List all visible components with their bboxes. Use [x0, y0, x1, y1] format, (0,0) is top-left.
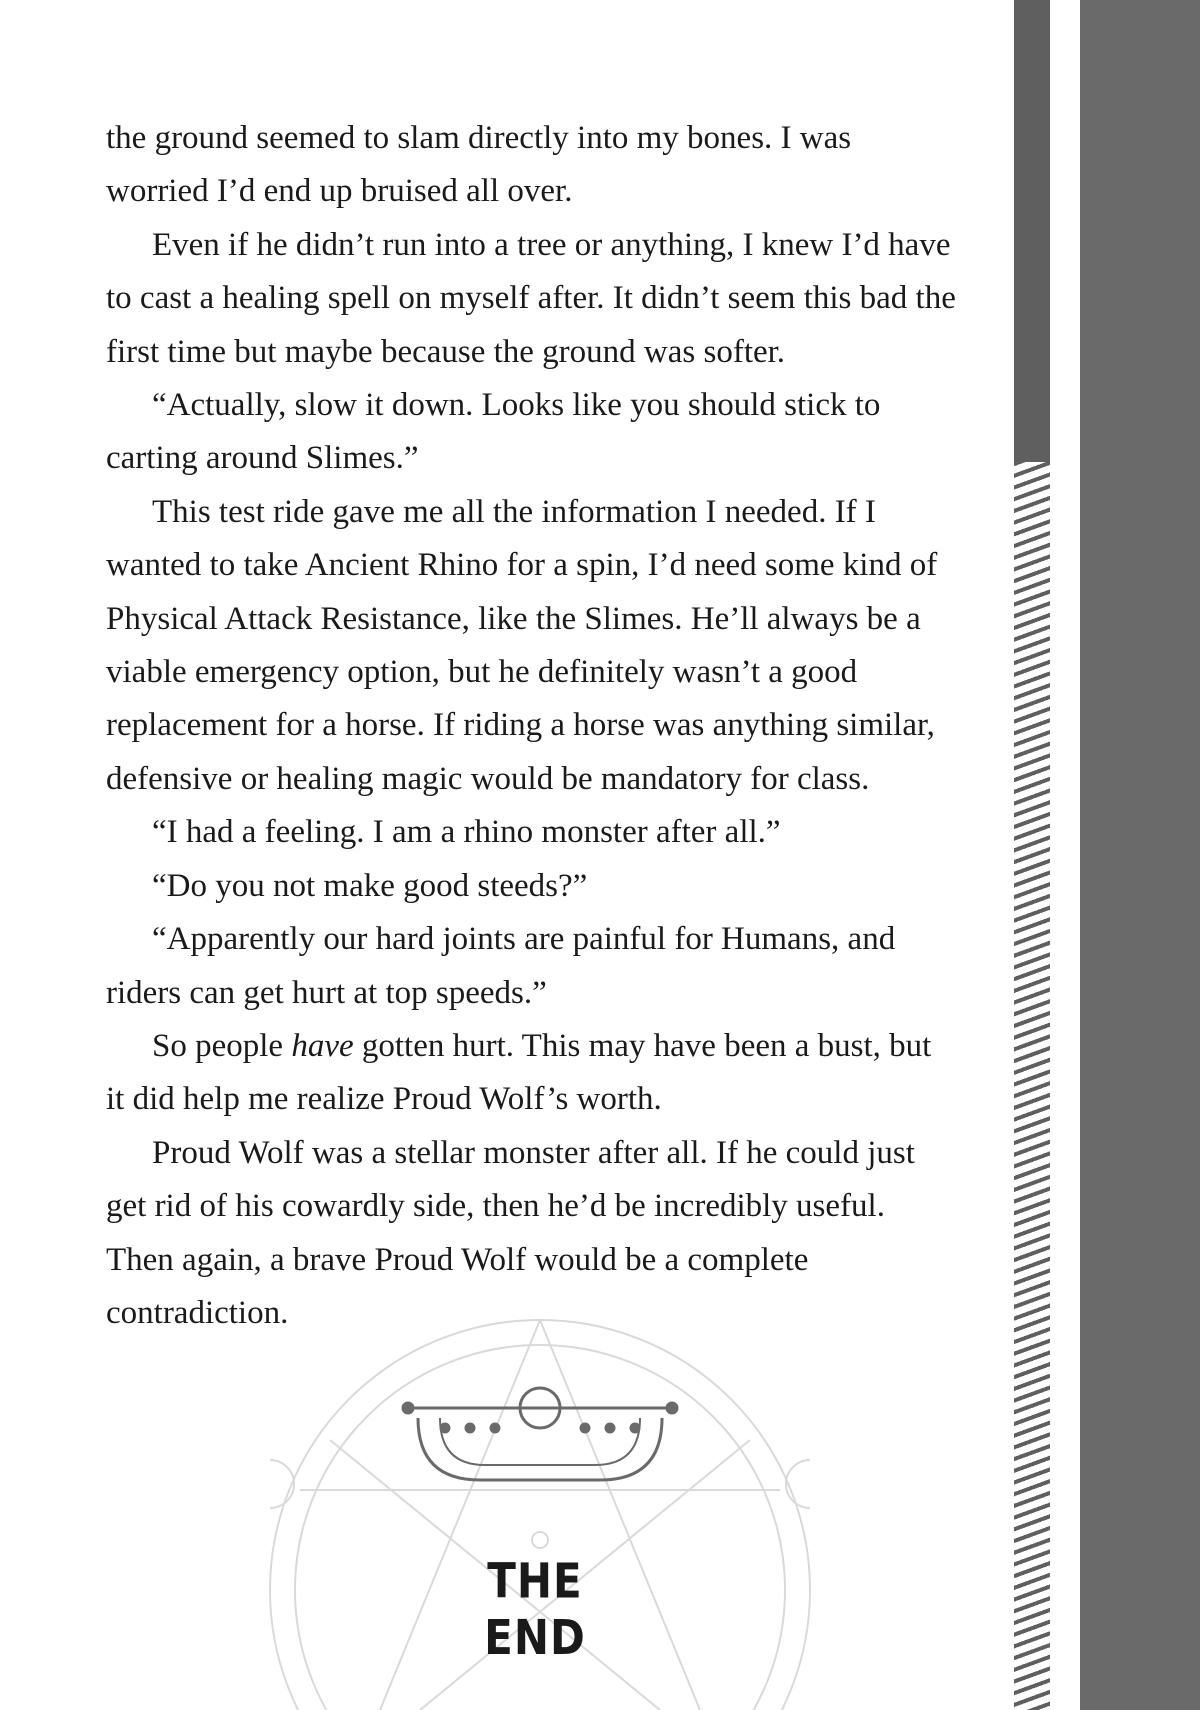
- the-end-title: THE END: [484, 1552, 586, 1666]
- paragraph: “Apparently our hard joints are painful for Humans, and riders can get hurt at top speeds.”: [106, 921, 896, 1011]
- paragraph-text-after: gotten hurt. This may have been a bust, but it did help me realize Proud Wolf’s worth.: [106, 1027, 932, 1118]
- side-bar-right: [1080, 0, 1200, 1710]
- paragraph: Even if he didn’t run into a tree or anything, I knew I’d have to cast a healing spell on myself after. It didn’t seem this bad the first time but maybe because the ground was softer.: [106, 226, 956, 370]
- story-text: [106, 112, 956, 1340]
- paragraph: This test ride gave me all the information I needed. If I wanted to take Ancient Rhino for a spin, I’d need some kind of Physical Attack Resistance, like the Slimes. He’ll always be a viable emergency option, but he definitely wasn’t a good replacement for a horse. If riding a horse was anything similar, defensive or healing magic would be mandatory for class.: [106, 493, 938, 797]
- side-bar-solid: [1014, 0, 1050, 462]
- side-band-decoration: [1000, 0, 1200, 1710]
- paragraph: the ground seemed to slam directly into my bones. I was worried I’d end up bruised all over.: [106, 120, 852, 210]
- paragraph: [106, 1020, 956, 1127]
- paragraph: “Actually, slow it down. Looks like you should stick to carting around Slimes.”: [106, 387, 881, 477]
- side-bar-striped: [1014, 462, 1050, 1710]
- paragraph: “Do you not make good steeds?”: [152, 867, 588, 904]
- emphasis-text: have: [291, 1027, 354, 1064]
- ornament-bar: [402, 1388, 678, 1480]
- paragraph: Proud Wolf was a stellar monster after all. If he could just get rid of his cowardly side, then he’d be incredibly useful. Then again, a brave Proud Wolf would be a complete contradiction.: [106, 1134, 915, 1331]
- paragraph: “I had a feeling. I am a rhino monster after all.”: [152, 814, 781, 851]
- paragraph-text-before: So people: [152, 1027, 292, 1064]
